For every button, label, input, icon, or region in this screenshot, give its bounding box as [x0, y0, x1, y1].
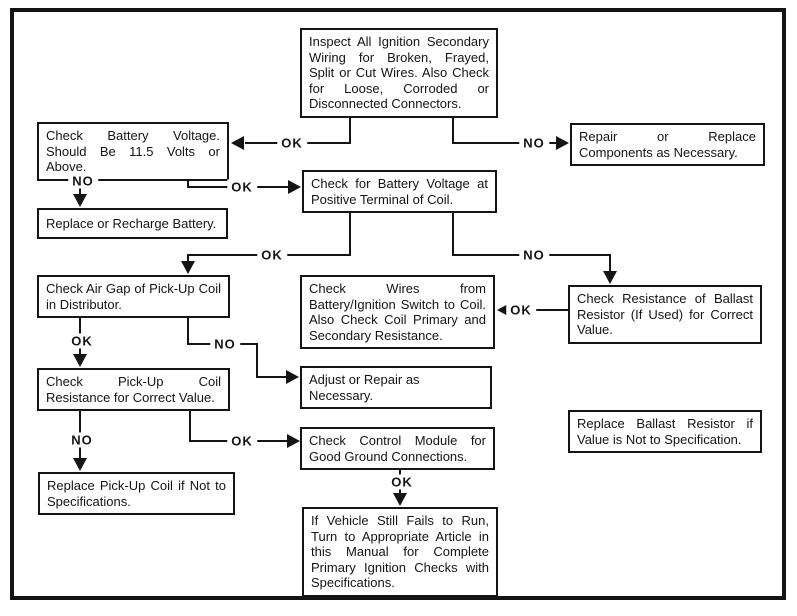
edge-label-no-inspect-repair: NO: [519, 136, 549, 151]
node-inspect-wiring: Inspect All Ignition Secondary Wiring for Broken, Frayed, Split or Cut Wires. Also Check for Loose, Corroded or Disconnected Connectors.: [300, 28, 498, 118]
edge-label-no-airgap-adjust: NO: [210, 337, 240, 352]
edge-label-no-pickupres-replace: NO: [67, 433, 97, 448]
arrowhead-right: [288, 180, 301, 194]
edge-label-ok-airgap-pickupres: OK: [67, 334, 97, 349]
node-check-coil-terminal-voltage: Check for Battery Voltage at Positive Terminal of Coil.: [302, 170, 497, 213]
arrowhead-right: [286, 370, 299, 384]
node-check-air-gap: Check Air Gap of Pick-Up Coil in Distributor.: [37, 275, 230, 318]
node-check-wires: Check Wires from Battery/Ignition Switch to Coil. Also Check Coil Primary and Secondary Resistance.: [300, 275, 495, 349]
edge-label-ok-ballast-wires: OK: [506, 303, 536, 318]
edge-label-no-battery-recharge: NO: [68, 174, 98, 189]
arrowhead-down: [73, 458, 87, 471]
arrowhead-down: [73, 194, 87, 207]
edge-label-ok-battery-coil: OK: [227, 180, 257, 195]
arrowhead-down: [181, 261, 195, 274]
arrowhead-right: [287, 434, 300, 448]
edge-label-no-coil-ballast: NO: [519, 248, 549, 263]
node-replace-pickup-coil: Replace Pick-Up Coil if Not to Specifications.: [38, 472, 235, 515]
arrowhead-down: [393, 493, 407, 506]
node-adjust-repair: Adjust or Repair as Necessary.: [300, 366, 492, 409]
node-check-control-module: Check Control Module for Good Ground Connections.: [300, 427, 495, 470]
edge-label-ok-module-stillfails: OK: [387, 475, 417, 490]
edge-label-ok-pickupres-module: OK: [227, 434, 257, 449]
node-check-ballast-resistor: Check Resistance of Ballast Resistor (If Used) for Correct Value.: [568, 285, 762, 344]
node-check-battery-voltage: Check Battery Voltage. Should Be 11.5 Volts or Above.: [37, 122, 229, 181]
node-repair-replace-components: Repair or Replace Components as Necessary.: [570, 123, 765, 166]
node-replace-ballast-resistor: Replace Ballast Resistor if Value is Not to Specification.: [568, 410, 762, 453]
edge-label-ok-inspect-battery: OK: [277, 136, 307, 151]
arrowhead-left: [231, 136, 244, 150]
arrowhead-right: [556, 136, 569, 150]
arrowhead-down: [603, 271, 617, 284]
arrowhead-down: [73, 354, 87, 367]
node-check-pickup-resistance: Check Pick-Up Coil Resistance for Correct Value.: [37, 368, 230, 411]
edge-label-ok-coil-airgap: OK: [257, 248, 287, 263]
node-replace-recharge-battery: Replace or Recharge Battery.: [37, 208, 228, 239]
node-vehicle-still-fails: If Vehicle Still Fails to Run, Turn to Appropriate Article in this Manual for Complete Primary Ignition Checks with Specifications.: [302, 507, 498, 597]
